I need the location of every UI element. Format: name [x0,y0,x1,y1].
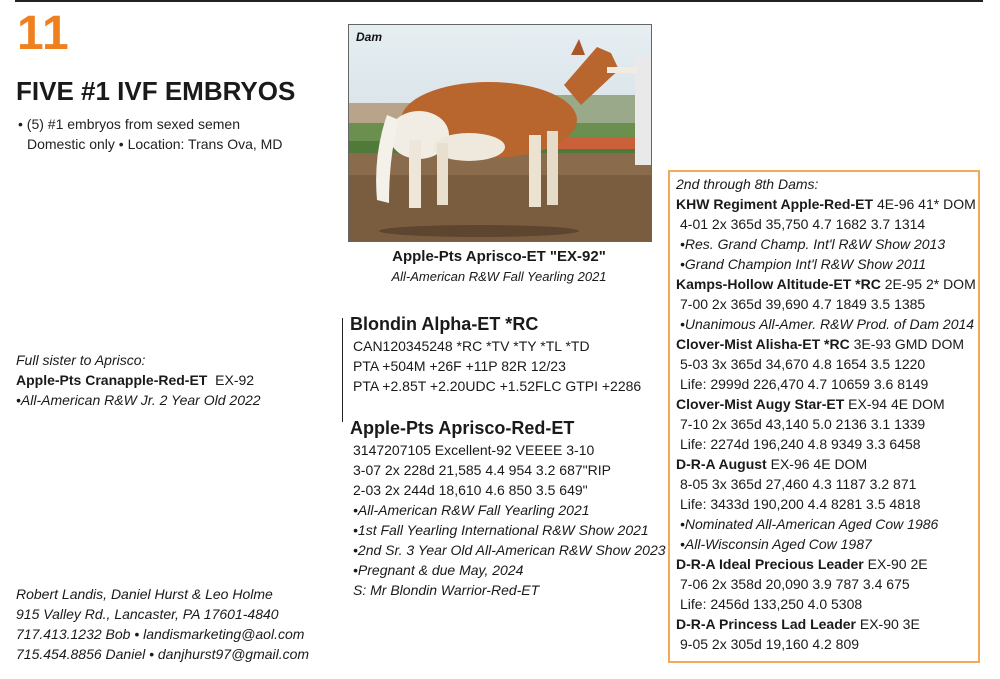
photo-caption-award: All-American R&W Fall Yearling 2021 [391,269,607,284]
contact-block [16,584,309,664]
pedigree-note: •Nominated All-American Aged Cow 1986 [680,516,939,532]
contact-phone-1: 717.413.1232 Bob • landismarketing@aol.com [16,626,305,642]
dam-line: 3-07 2x 228d 21,585 4.4 954 3.2 687"RIP [353,462,611,478]
pedigree-record: Life: 2274d 196,240 4.8 9349 3.3 6458 [680,436,921,452]
pedigree-dam-name: Clover-Mist Alisha-ET *RC [676,336,850,352]
pedigree-dam-class: EX-90 3E [859,616,920,632]
pedigree-record: 8-05 3x 365d 27,460 4.3 1187 3.2 871 [680,476,917,492]
pedigree-dam-class: 2E-95 2* DOM [884,276,976,292]
sire-line: PTA +504M +26F +11P 82R 12/23 [353,358,566,374]
photo-caption-name: Apple-Pts Aprisco-ET "EX-92" [392,248,606,265]
sire-line: CAN120345248 *RC *TV *TY *TL *TD [353,338,590,354]
pedigree-record: 7-00 2x 365d 39,690 4.7 1849 3.5 1385 [680,296,926,312]
pedigree-box [668,170,980,663]
pedigree-dam-name: Clover-Mist Augy Star-ET [676,396,845,412]
sire-block [350,312,641,396]
pedigree-record: 7-10 2x 365d 43,140 5.0 2136 3.1 1339 [680,416,926,432]
dam-block [350,416,666,600]
pedigree-record: 5-03 3x 365d 34,670 4.8 1654 3.5 1220 [680,356,926,372]
dam-name: Apple-Pts Aprisco-Red-ET [350,418,575,438]
dam-line: •1st Fall Yearling International R&W Show 2021 [353,522,649,538]
dam-line: •All-American R&W Fall Yearling 2021 [353,502,590,518]
pedigree-record: Life: 3433d 190,200 4.4 8281 3.5 4818 [680,496,921,512]
pedigree-dam-class: EX-96 4E DOM [770,456,868,472]
photo-label: Dam [356,30,383,44]
pedigree-note: •Unanimous All-Amer. R&W Prod. of Dam 2014 [680,316,975,332]
dam-line: 3147207105 Excellent-92 VEEEE 3-10 [353,442,595,458]
pedigree-record: Life: 2456d 133,250 4.0 5308 [680,596,863,612]
pedigree-record: Life: 2999d 226,470 4.7 10659 3.6 8149 [680,376,929,392]
sire-name: Blondin Alpha-ET *RC [350,314,539,334]
pedigree-record: 7-06 2x 358d 20,090 3.9 787 3.4 675 [680,576,910,592]
lot-bullet-1: • (5) #1 embryos from sexed semen [18,116,240,132]
pedigree-dam-class: EX-90 2E [867,556,928,572]
pedigree-header: 2nd through 8th Dams: [676,176,819,192]
pedigree-note: •Res. Grand Champ. Int'l R&W Show 2013 [680,236,946,252]
pedigree-bracket [342,318,343,422]
pedigree-dam-class: EX-94 4E DOM [848,396,945,412]
pedigree-dam-name: D-R-A August [676,456,767,472]
dam-photo [348,24,652,242]
sire-line: PTA +2.85T +2.20UDC +1.52FLC GTPI +2286 [353,378,642,394]
pedigree-dam-name: KHW Regiment Apple-Red-ET [676,196,874,212]
dam-line: 2-03 2x 244d 18,610 4.6 850 3.5 649" [353,482,588,498]
dam-line: S: Mr Blondin Warrior-Red-ET [353,582,540,598]
lot-bullet-2: Domestic only • Location: Trans Ova, MD [27,136,283,152]
lot-title: FIVE #1 IVF EMBRYOS [16,76,296,106]
contact-phone-2: 715.454.8856 Daniel • danjhurst97@gmail.com [16,646,310,662]
contact-address: 915 Valley Rd., Lancaster, PA 17601-4840 [16,606,279,622]
pedigree-dam-name: D-R-A Princess Lad Leader [676,616,856,632]
sister-block [16,350,261,410]
sister-name: Apple-Pts Cranapple-Red-ET [16,372,208,388]
sister-score: EX-92 [215,372,255,388]
pedigree-note: •Grand Champion Int'l R&W Show 2011 [680,256,927,272]
pedigree-dam-class: 3E-93 GMD DOM [853,336,965,352]
pedigree-dam-class: 4E-96 41* DOM [876,196,976,212]
top-rule [15,0,983,2]
dam-line: •Pregnant & due May, 2024 [353,562,524,578]
pedigree-note: •All-Wisconsin Aged Cow 1987 [680,536,872,552]
pedigree-record: 9-05 2x 305d 19,160 4.2 809 [680,636,860,652]
contact-names: Robert Landis, Daniel Hurst & Leo Holme [16,586,273,602]
pedigree-record: 4-01 2x 365d 35,750 4.7 1682 3.7 1314 [680,216,926,232]
dam-line: •2nd Sr. 3 Year Old All-American R&W Show 2023 [353,542,666,558]
sister-award: •All-American R&W Jr. 2 Year Old 2022 [16,392,261,408]
pedigree-dam-name: D-R-A Ideal Precious Leader [676,556,864,572]
sister-intro: Full sister to Aprisco: [16,352,146,368]
lot-number: 11 [17,7,70,60]
pedigree-dam-name: Kamps-Hollow Altitude-ET *RC [676,276,881,292]
cow-illustration [349,25,651,241]
